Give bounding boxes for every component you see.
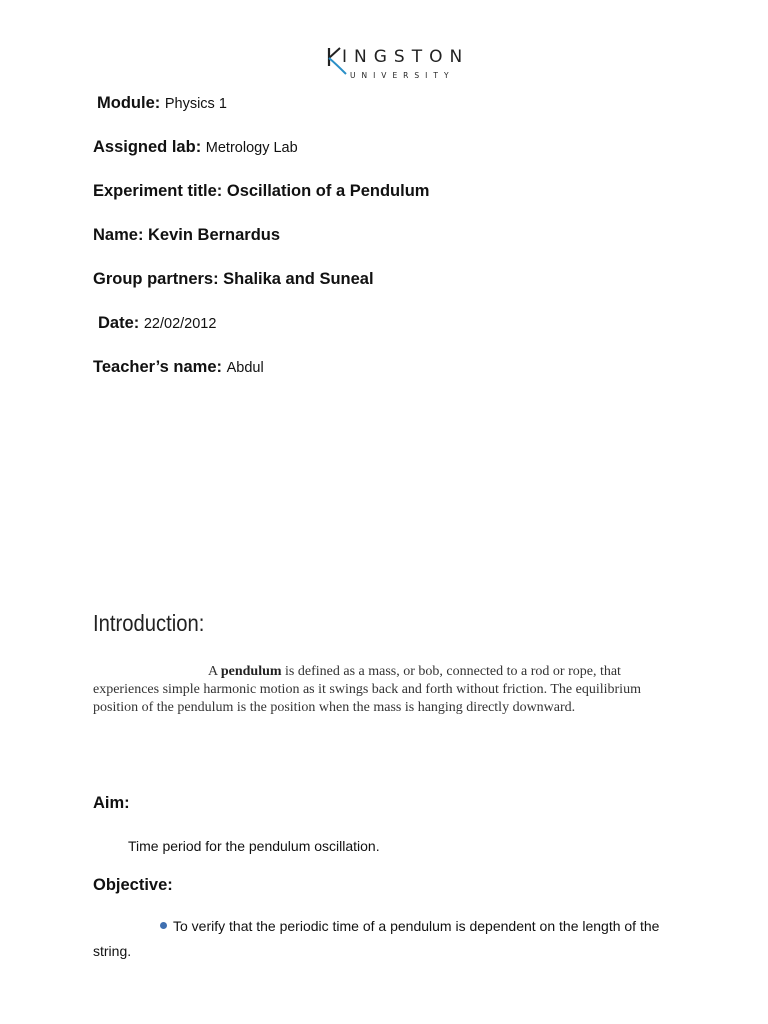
teacher-value: Abdul (226, 360, 264, 376)
intro-bold-term: pendulum (220, 664, 282, 679)
group-partners: Group partners: Shalika and Suneal (93, 270, 374, 288)
aim-text: Time period for the pendulum oscillation. (128, 838, 380, 854)
experiment-title: Experiment title: Oscillation of a Pendulum (93, 182, 430, 200)
introduction-heading: Introduction: (93, 610, 205, 636)
student-name: Name: Kevin Bernardus (93, 226, 281, 244)
date-line (98, 314, 216, 333)
date-label: Date: (98, 314, 140, 332)
kingston-university-logo (322, 44, 470, 84)
module-line (97, 94, 227, 113)
objective-bullet-text: To verify that the periodic time of a pendulum is dependent on the length of the (173, 918, 660, 934)
objective-bullet-continuation: string. (93, 943, 132, 959)
objective-bullet-item (160, 918, 659, 934)
logo-subtitle: UNIVERSITY (350, 71, 455, 80)
introduction-paragraph (93, 663, 673, 717)
intro-text-pre: A (208, 664, 221, 679)
assigned-lab-line (93, 138, 298, 157)
intro-text-post: is defined as a mass, or bob, connected to a rod or rope, that experiences simple harmonic motion as it swings back and forth without friction. The equilibrium position of the pendulum is the position when the mass is hanging directly downward. (93, 664, 641, 715)
objective-heading: Objective: (93, 876, 173, 894)
date-value: 22/02/2012 (143, 316, 217, 332)
module-label: Module: (97, 94, 161, 112)
teacher-label: Teacher’s name: (93, 358, 223, 376)
bullet-icon (160, 922, 167, 929)
teacher-line (93, 358, 264, 377)
logo-wordmark: INGSTON (342, 47, 470, 67)
aim-heading: Aim: (93, 794, 130, 812)
lab-label: Assigned lab: (93, 138, 202, 156)
lab-value: Metrology Lab (205, 140, 298, 156)
module-value: Physics 1 (164, 96, 227, 112)
